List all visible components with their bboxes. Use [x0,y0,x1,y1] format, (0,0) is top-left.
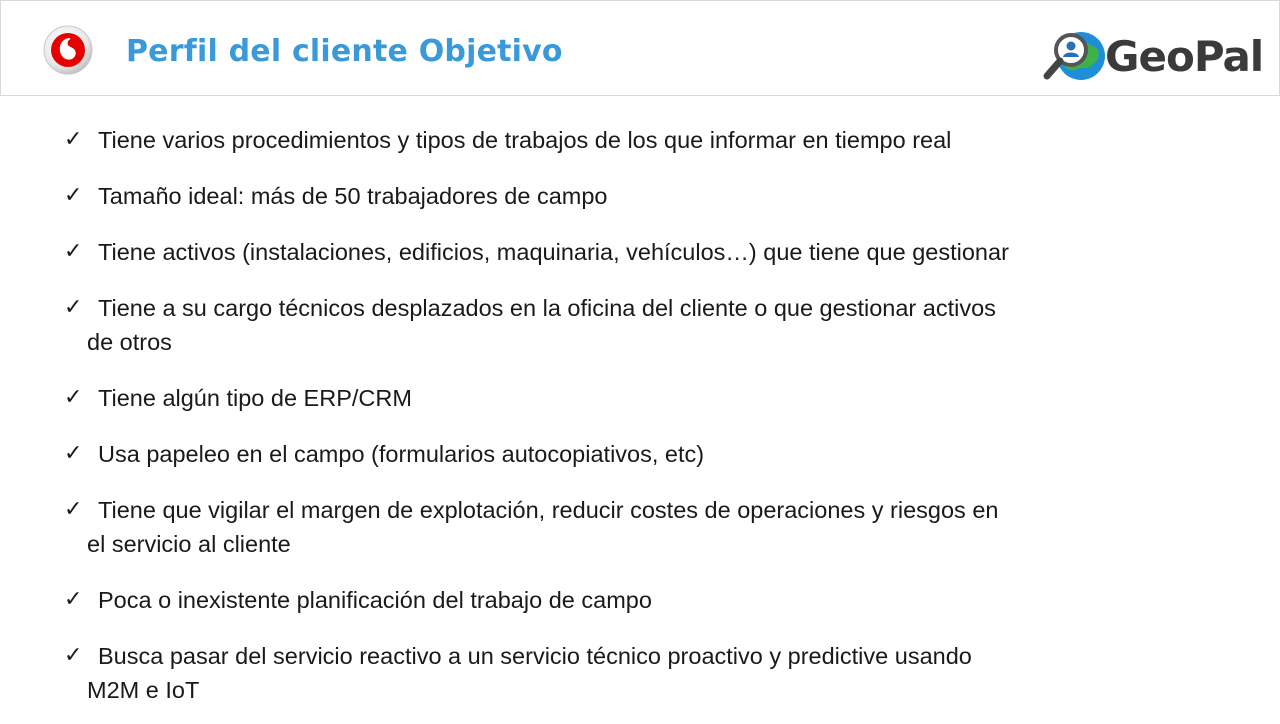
bullet-text: Tiene activos (instalaciones, edificios, maquinaria, vehículos…) que tiene que gestionar [98,239,1009,265]
bullet-text: Usa papeleo en el campo (formularios autocopiativos, etc) [98,441,705,467]
bullet-list [64,118,1254,724]
vodafone-logo-icon [42,25,94,75]
geopal-wordmark: GeoPal [1105,32,1264,81]
bullet-text: Tiene a su cargo técnicos desplazados en la oficina del cliente o que gestionar activos [98,295,996,321]
bullet-text-continued: M2M e IoT [87,677,200,703]
list-item [64,230,1254,274]
bullet-text: Tamaño ideal: más de 50 trabajadores de campo [98,183,608,209]
bullet-text: Poca o inexistente planificación del trabajo de campo [98,587,652,613]
list-item [64,432,1254,476]
slide-title: Perfil del cliente Objetivo [126,34,563,69]
slide-header [0,0,1280,96]
checkmark-icon: ✓ [64,295,83,320]
checkmark-icon: ✓ [64,587,83,612]
checkmark-icon: ✓ [64,441,83,466]
checkmark-icon: ✓ [64,385,83,410]
checkmark-icon: ✓ [64,497,83,522]
list-item [64,118,1254,162]
bullet-text-continued: de otros [87,329,172,355]
bullet-text: Tiene algún tipo de ERP/CRM [98,385,412,411]
bullet-text: Tiene que vigilar el margen de explotación, reducir costes de operaciones y riesgos en [98,497,999,523]
list-item [64,376,1254,420]
bullet-text-continued: el servicio al cliente [87,531,291,557]
checkmark-icon: ✓ [64,239,83,264]
checkmark-icon: ✓ [64,127,83,152]
checkmark-icon: ✓ [64,643,83,668]
list-item [64,634,1254,712]
list-item [64,286,1254,364]
list-item [64,174,1254,218]
checkmark-icon: ✓ [64,183,83,208]
bullet-text: Tiene varios procedimientos y tipos de trabajos de los que informar en tiempo real [98,127,952,153]
list-item [64,488,1254,566]
list-item [64,578,1254,622]
bullet-text: Busca pasar del servicio reactivo a un servicio técnico proactivo y predictive usando [98,643,972,669]
geopal-logo [1041,26,1263,88]
geopal-globe-icon [1041,26,1107,88]
